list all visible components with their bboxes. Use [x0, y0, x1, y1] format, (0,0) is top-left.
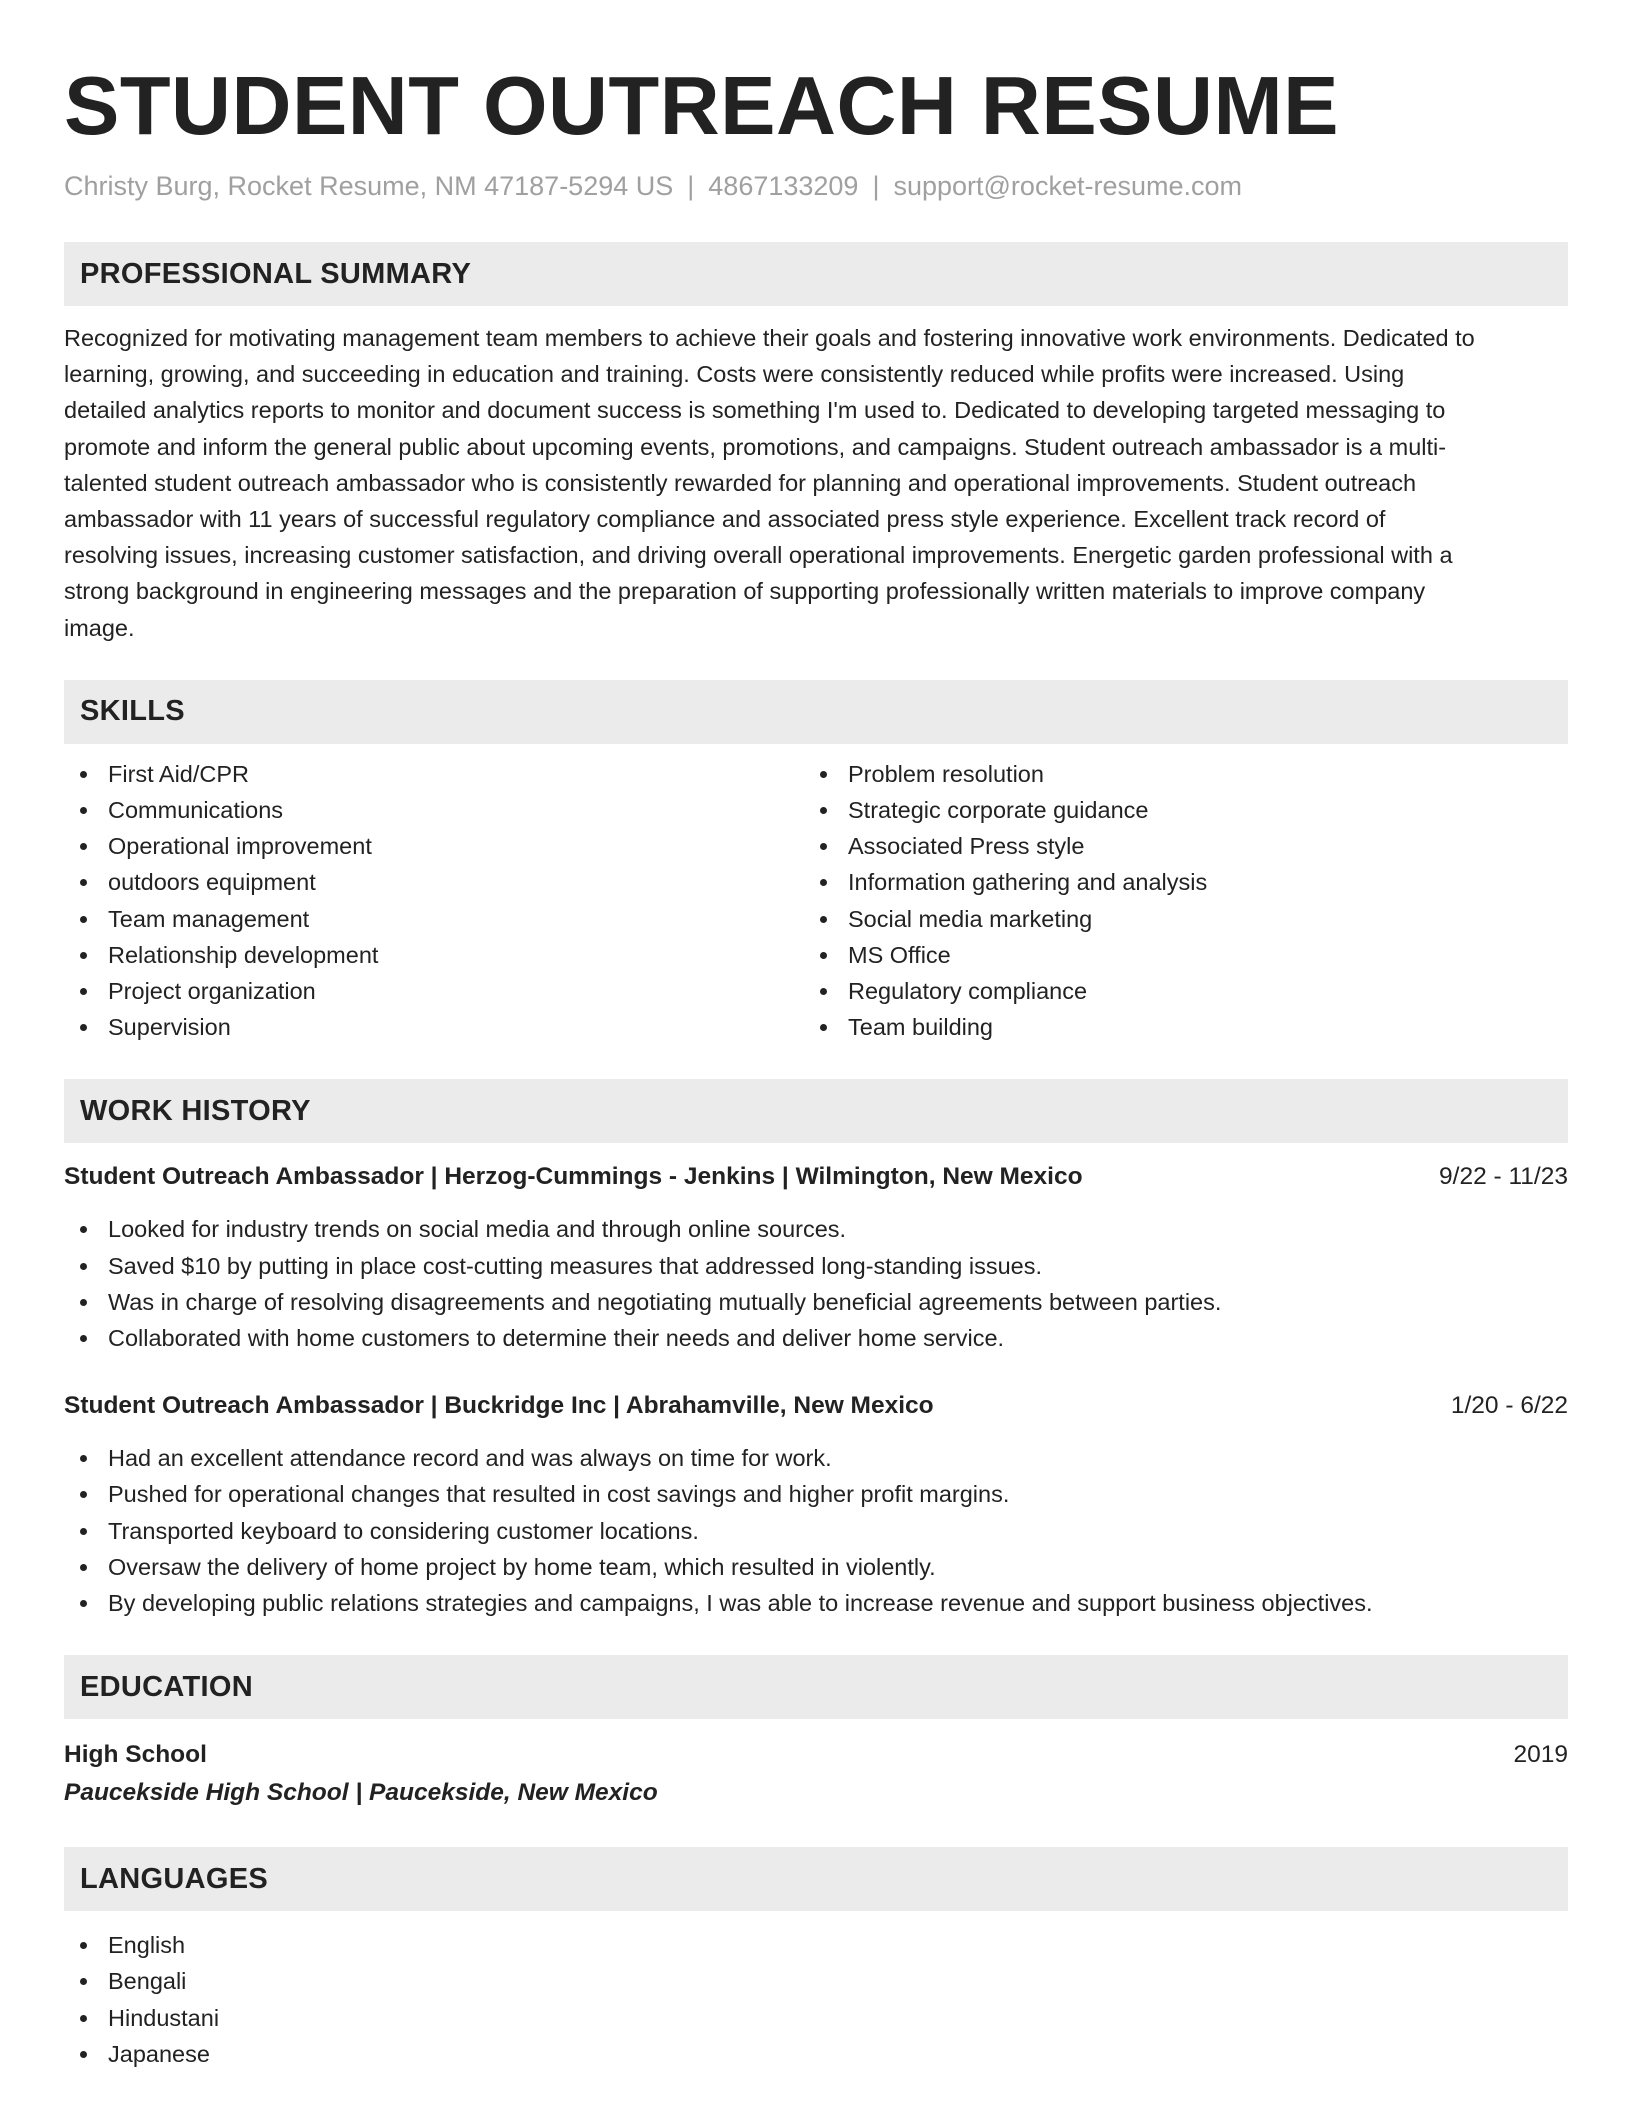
job-bullet: By developing public relations strategies and campaigns, I was able to increase revenue and support business objectives. [64, 1585, 1568, 1621]
job-bullet: Oversaw the delivery of home project by home team, which resulted in violently. [64, 1549, 1568, 1585]
summary-line: resolving issues, increasing customer satisfaction, and driving overall operational improvements. Energetic garden professional with a [64, 542, 1453, 569]
summary-line: Recognized for motivating management team members to achieve their goals and fostering innovative work environments. Dedicated to [64, 325, 1475, 351]
job-bullet: Saved $10 by putting in place cost-cutting measures that addressed long-standing issues. [64, 1248, 1568, 1284]
job-bullet: Had an excellent attendance record and was always on time for work. [64, 1440, 1568, 1476]
contact-separator: | [687, 171, 695, 201]
job-bullet: Was in charge of resolving disagreements and negotiating mutually beneficial agreements between parties. [64, 1284, 1568, 1320]
job-header [64, 1159, 1568, 1195]
summary-line: detailed analytics reports to monitor and document success is something I'm used to. Dedicated to developing targeted messaging to [64, 397, 1446, 424]
languages-heading: LANGUAGES [64, 1847, 1568, 1911]
summary-heading: PROFESSIONAL SUMMARY [64, 242, 1568, 306]
summary-section [64, 242, 1568, 646]
education-section [64, 1655, 1568, 1811]
job-bullet: Transported keyboard to considering customer locations. [64, 1513, 1568, 1549]
skill-item: Regulatory compliance [804, 973, 1544, 1009]
skills-heading: SKILLS [64, 680, 1568, 744]
job-dates: 9/22 - 11/23 [1439, 1163, 1568, 1191]
contact-phone: 4867133209 [708, 171, 859, 201]
resume-title: STUDENT OUTREACH RESUME [64, 59, 1339, 152]
job-header [64, 1388, 1568, 1424]
work-section [64, 1079, 1568, 1621]
job-entry [64, 1388, 1568, 1621]
skill-item: Relationship development [64, 937, 804, 973]
education-institution: Paucekside High School | Paucekside, New Mexico [64, 1779, 658, 1807]
skills-grid [64, 756, 1568, 1046]
skill-item: Team management [64, 901, 804, 937]
education-heading: EDUCATION [64, 1655, 1568, 1719]
skill-item: Information gathering and analysis [804, 864, 1544, 900]
skill-item: Team building [804, 1009, 1544, 1045]
languages-list [64, 1927, 1568, 2072]
skill-item: outdoors equipment [64, 864, 804, 900]
language-item: Hindustani [64, 2000, 1568, 2036]
summary-line: ambassador with 11 years of successful regulatory compliance and associated press style experience. Excellent track record of [64, 506, 1386, 533]
skills-list-left [64, 756, 804, 1046]
contact-address: Christy Burg, Rocket Resume, NM 47187-5294 US [64, 171, 674, 201]
language-item: Bengali [64, 1963, 1568, 1999]
skills-section [64, 680, 1568, 1046]
summary-line: strong background in engineering messages and the preparation of supporting professionally written materials to improve company [64, 578, 1426, 605]
contact-line [64, 168, 1568, 204]
education-header [64, 1737, 1568, 1773]
skill-item: Social media marketing [804, 901, 1544, 937]
skill-item: First Aid/CPR [64, 756, 804, 792]
summary-line: talented student outreach ambassador who is consistently rewarded for planning and operational improvements. Student outreach [64, 469, 1417, 496]
skill-item: Associated Press style [804, 828, 1544, 864]
skill-item: Strategic corporate guidance [804, 792, 1544, 828]
work-heading: WORK HISTORY [64, 1079, 1568, 1143]
contact-email: support@rocket-resume.com [893, 171, 1242, 201]
skill-item: MS Office [804, 937, 1544, 973]
job-title: Student Outreach Ambassador | Buckridge Inc | Abrahamville, New Mexico [64, 1392, 934, 1420]
job-dates: 1/20 - 6/22 [1450, 1392, 1568, 1420]
job-bullet: Looked for industry trends on social media and through online sources. [64, 1211, 1568, 1247]
skill-item: Supervision [64, 1009, 804, 1045]
education-degree: High School [64, 1741, 207, 1769]
skill-item: Project organization [64, 973, 804, 1009]
summary-line: image. [64, 614, 135, 641]
language-item: Japanese [64, 2036, 1568, 2072]
job-title: Student Outreach Ambassador | Herzog-Cummings - Jenkins | Wilmington, New Mexico [64, 1163, 1083, 1191]
skill-item: Problem resolution [804, 756, 1544, 792]
skill-item: Communications [64, 792, 804, 828]
education-year: 2019 [1513, 1741, 1568, 1769]
summary-line: promote and inform the general public about upcoming events, promotions, and campaigns. Student outreach ambassador is a multi- [64, 433, 1447, 460]
job-entry [64, 1159, 1568, 1356]
skills-list-right [804, 756, 1544, 1046]
job-bullets [64, 1440, 1568, 1621]
summary-text [64, 320, 1568, 646]
languages-section [64, 1847, 1568, 2072]
job-bullets [64, 1211, 1568, 1356]
job-bullet: Pushed for operational changes that resulted in cost savings and higher profit margins. [64, 1476, 1568, 1512]
contact-separator: | [872, 171, 880, 201]
skill-item: Operational improvement [64, 828, 804, 864]
job-bullet: Collaborated with home customers to determine their needs and deliver home service. [64, 1320, 1568, 1356]
summary-line: learning, growing, and succeeding in education and training. Costs were consistently reduced while profits were increased. Using [64, 361, 1405, 388]
language-item: English [64, 1927, 1568, 1963]
